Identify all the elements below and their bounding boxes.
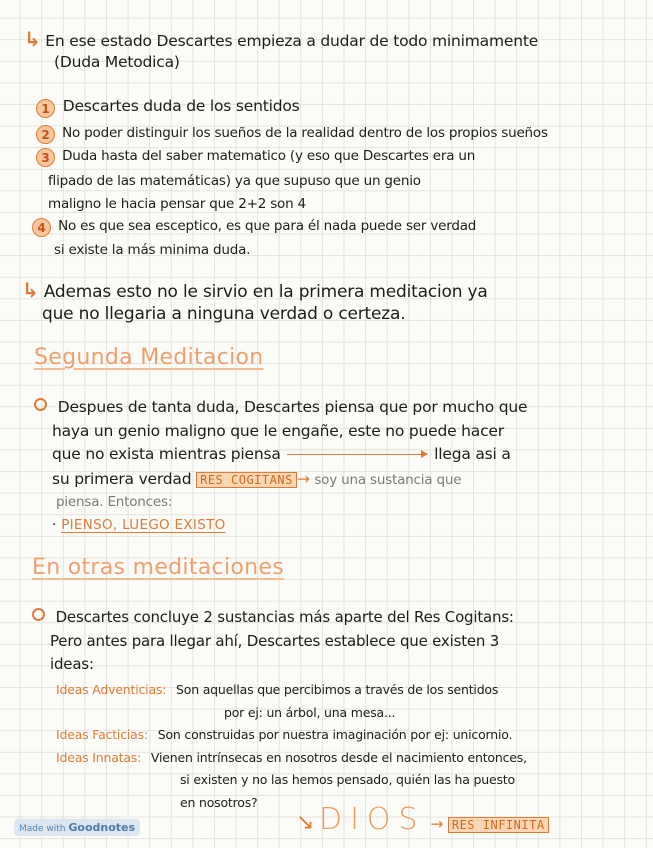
ideas-facticias: [56, 726, 512, 744]
ideas-facticias-text: Son construidas por nuestra imaginación por ej: unicornio.: [157, 727, 513, 742]
list-item-1: [36, 97, 300, 118]
list-item-4-cont: si existe la más minima duda.: [54, 242, 251, 258]
number-badge: 2: [36, 125, 55, 144]
heading-segunda-meditacion: Segunda Meditacion: [34, 345, 264, 370]
ideas-adventicias: [56, 681, 498, 699]
badge-made-with: Made with: [19, 824, 66, 834]
ideas-innatas-text: Vienen intrínsecas en nosotros desde el nacimiento entonces,: [150, 750, 527, 765]
segunda-text-3b: llega asi a: [434, 445, 511, 463]
note-line-2: que no llegaria a ninguna verdad o certeza.: [42, 304, 406, 324]
otras-line-2: Pero antes para llegar ahí, Descartes establece que existen 3: [50, 632, 500, 650]
curved-arrow-icon: ↳: [22, 278, 39, 302]
ideas-innatas-cont-1: si existen y no las hemos pensado, quién las ha puesto: [180, 772, 515, 787]
note-line-1: [22, 278, 488, 302]
list-item-2: [36, 124, 548, 144]
bullet-icon: [34, 398, 47, 411]
intro-text-1: En ese estado Descartes empieza a dudar de todo minimamente: [45, 32, 539, 50]
pienso-text: PIENSO, LUEGO EXISTO: [61, 517, 226, 533]
number-badge: 1: [36, 99, 55, 118]
pienso-luego-existo: [52, 516, 226, 534]
intro-line-1: [24, 27, 539, 51]
list-item-text: Duda hasta del saber matematico (y eso que Descartes era un: [62, 148, 476, 164]
segunda-line-4: [52, 470, 461, 489]
segunda-text-3a: que no exista mientras piensa: [52, 445, 281, 463]
segunda-line-3: [52, 445, 511, 463]
segunda-line-1: [34, 398, 527, 416]
segunda-line-2: haya un genio maligno que le engañe, este no puede hacer: [52, 422, 504, 440]
note-text-1: Ademas esto no le sirvio en la primera meditacion ya: [43, 282, 488, 302]
segunda-line-5: piensa. Entonces:: [56, 494, 173, 510]
list-item-3-cont-2: maligno le hacia pensar que 2+2 son 4: [48, 196, 306, 212]
number-badge: 4: [32, 218, 51, 237]
otras-line-1: [32, 608, 514, 626]
list-item-3: [36, 147, 475, 167]
otras-text-1: Descartes concluye 2 sustancias más aparte del Res Cogitans:: [55, 608, 514, 626]
dot-icon: ·: [52, 517, 57, 533]
arrow-right-icon: →: [430, 815, 444, 833]
otras-line-3: ideas:: [50, 655, 94, 673]
curved-arrow-icon: ↳: [24, 27, 41, 51]
res-infinita-box: RES INFINITA: [448, 817, 549, 833]
list-item-text: No poder distinguir los sueños de la realidad dentro de los propios sueños: [62, 125, 548, 141]
number-badge: 3: [36, 148, 55, 167]
ideas-adventicias-cont: por ej: un árbol, una mesa...: [224, 705, 396, 720]
segunda-text-4a: su primera verdad: [52, 470, 192, 488]
intro-line-2: (Duda Metodica): [54, 53, 180, 71]
curved-arrow-icon: ↘: [296, 810, 315, 835]
list-item-4: [32, 217, 476, 237]
res-cogitans-box: RES COGITANS: [196, 472, 297, 488]
list-item-3-cont-1: flipado de las matemáticas) ya que supuso que un genio: [48, 173, 421, 189]
list-item-text: Descartes duda de los sentidos: [62, 97, 300, 115]
ideas-innatas-cont-2: en nosotros?: [180, 795, 258, 810]
ideas-facticias-label: Ideas Facticias:: [56, 727, 148, 742]
ideas-innatas: [56, 749, 527, 767]
segunda-text-1: Despues de tanta duda, Descartes piensa que por mucho que: [57, 398, 528, 416]
goodnotes-badge: [14, 819, 140, 836]
dios-conclusion: [296, 803, 549, 841]
segunda-text-4b: soy una sustancia que: [314, 472, 462, 488]
bullet-icon: [32, 608, 45, 621]
heading-otras-meditaciones: En otras meditaciones: [32, 555, 284, 580]
ideas-adventicias-text: Son aquellas que percibimos a través de los sentidos: [176, 682, 499, 697]
ideas-innatas-label: Ideas Innatas:: [56, 750, 142, 765]
badge-brand: Goodnotes: [68, 821, 136, 834]
arrow-right-icon: [287, 454, 427, 456]
ideas-adventicias-label: Ideas Adventicias:: [56, 682, 167, 697]
dios-text: DIOS: [318, 802, 426, 837]
list-item-text: No es que sea esceptico, es que para él nada puede ser verdad: [58, 218, 477, 234]
arrow-right-icon: →: [296, 470, 310, 488]
